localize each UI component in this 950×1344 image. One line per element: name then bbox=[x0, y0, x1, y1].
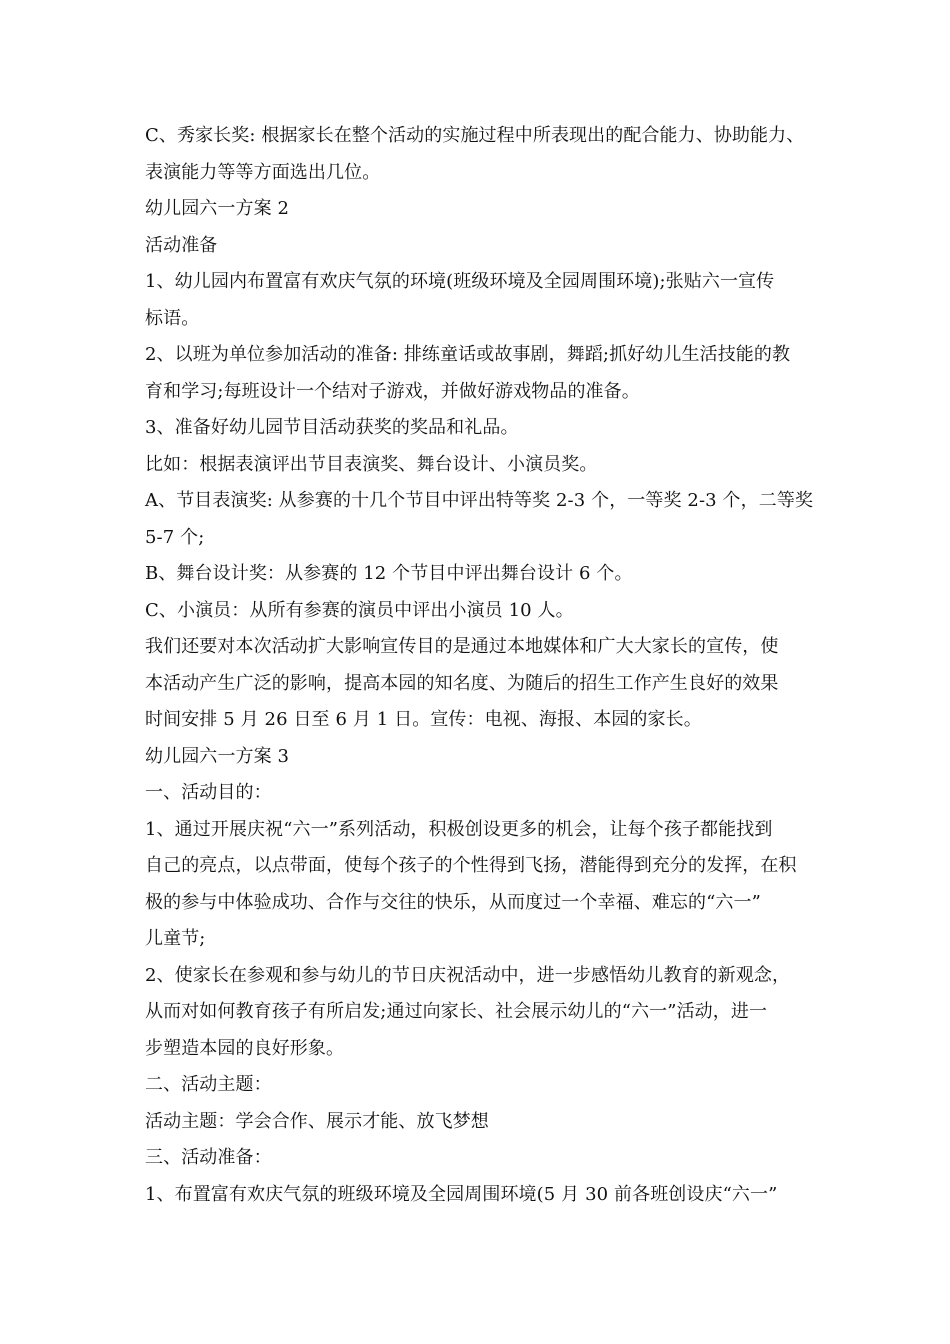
text-line: B、舞台设计奖：从参赛的 12 个节目中评出舞台设计 6 个。 bbox=[145, 563, 633, 584]
text-line: 活动主题：学会合作、展示才能、放飞梦想 bbox=[145, 1110, 489, 1132]
text-line: 2、使家长在参观和参与幼儿的节日庆祝活动中，进一步感悟幼儿教育的新观念， bbox=[145, 964, 791, 986]
text-line: 表演能力等等方面选出几位。 bbox=[145, 161, 381, 183]
text-line: 1、布置富有欢庆气氛的班级环境及全园周围环境(5 月 30 前各班创设庆“六一” bbox=[145, 1183, 778, 1205]
text-line: 5-7 个; bbox=[145, 526, 205, 548]
text-line: 本活动产生广泛的影响，提高本园的知名度、为随后的招生工作产生良好的效果 bbox=[145, 672, 779, 694]
text-line: 育和学习;每班设计一个结对子游戏，并做好游戏物品的准备。 bbox=[145, 380, 640, 402]
text-line: 步塑造本园的良好形象。 bbox=[145, 1037, 345, 1059]
text-line: 时间安排 5 月 26 日至 6 月 1 日。宣传：电视、海报、本园的家长。 bbox=[145, 709, 702, 730]
text-line: C、秀家长奖: 根据家长在整个活动的实施过程中所表现出的配合能力、协助能力、 bbox=[145, 125, 805, 146]
text-line: 二、活动主题： bbox=[145, 1074, 272, 1095]
text-line: 活动准备 bbox=[145, 234, 218, 256]
text-line: 标语。 bbox=[145, 307, 200, 329]
text-line: 1、幼儿园内布置富有欢庆气氛的环境(班级环境及全园周围环境);张贴六一宣传 bbox=[145, 271, 775, 292]
text-line: C、小演员：从所有参赛的演员中评出小演员 10 人。 bbox=[145, 599, 574, 621]
text-line: 3、准备好幼儿园节目活动获奖的奖品和礼品。 bbox=[145, 417, 519, 438]
text-line: 三、活动准备： bbox=[145, 1147, 272, 1168]
text-line: 极的参与中体验成功、合作与交往的快乐，从而度过一个幸福、难忘的“六一” bbox=[145, 891, 761, 913]
document-body bbox=[145, 118, 825, 1213]
text-line: A、节目表演奖: 从参赛的十几个节目中评出特等奖 2-3 个，一等奖 2-3 个，二等奖 bbox=[145, 490, 814, 511]
section-heading: 幼儿园六一方案 3 bbox=[145, 745, 290, 767]
text-line: 1、通过开展庆祝“六一”系列活动，积极创设更多的机会，让每个孩子都能找到 bbox=[145, 818, 773, 840]
text-line: 儿童节; bbox=[145, 928, 206, 949]
text-line: 比如：根据表演评出节目表演奖、舞台设计、小演员奖。 bbox=[145, 453, 598, 475]
text-line: 2、以班为单位参加活动的准备: 排练童话或故事剧，舞蹈;抓好幼儿生活技能的教 bbox=[145, 344, 791, 365]
text-line: 我们还要对本次活动扩大影响宣传目的是通过本地媒体和广大大家长的宣传，使 bbox=[145, 636, 779, 657]
section-heading: 幼儿园六一方案 2 bbox=[145, 198, 290, 219]
text-line: 从而对如何教育孩子有所启发;通过向家长、社会展示幼儿的“六一”活动，进一 bbox=[145, 1001, 768, 1022]
text-line: 一、活动目的： bbox=[145, 782, 272, 803]
text-line: 自己的亮点，以点带面，使每个孩子的个性得到飞扬，潜能得到充分的发挥，在积 bbox=[145, 855, 797, 876]
